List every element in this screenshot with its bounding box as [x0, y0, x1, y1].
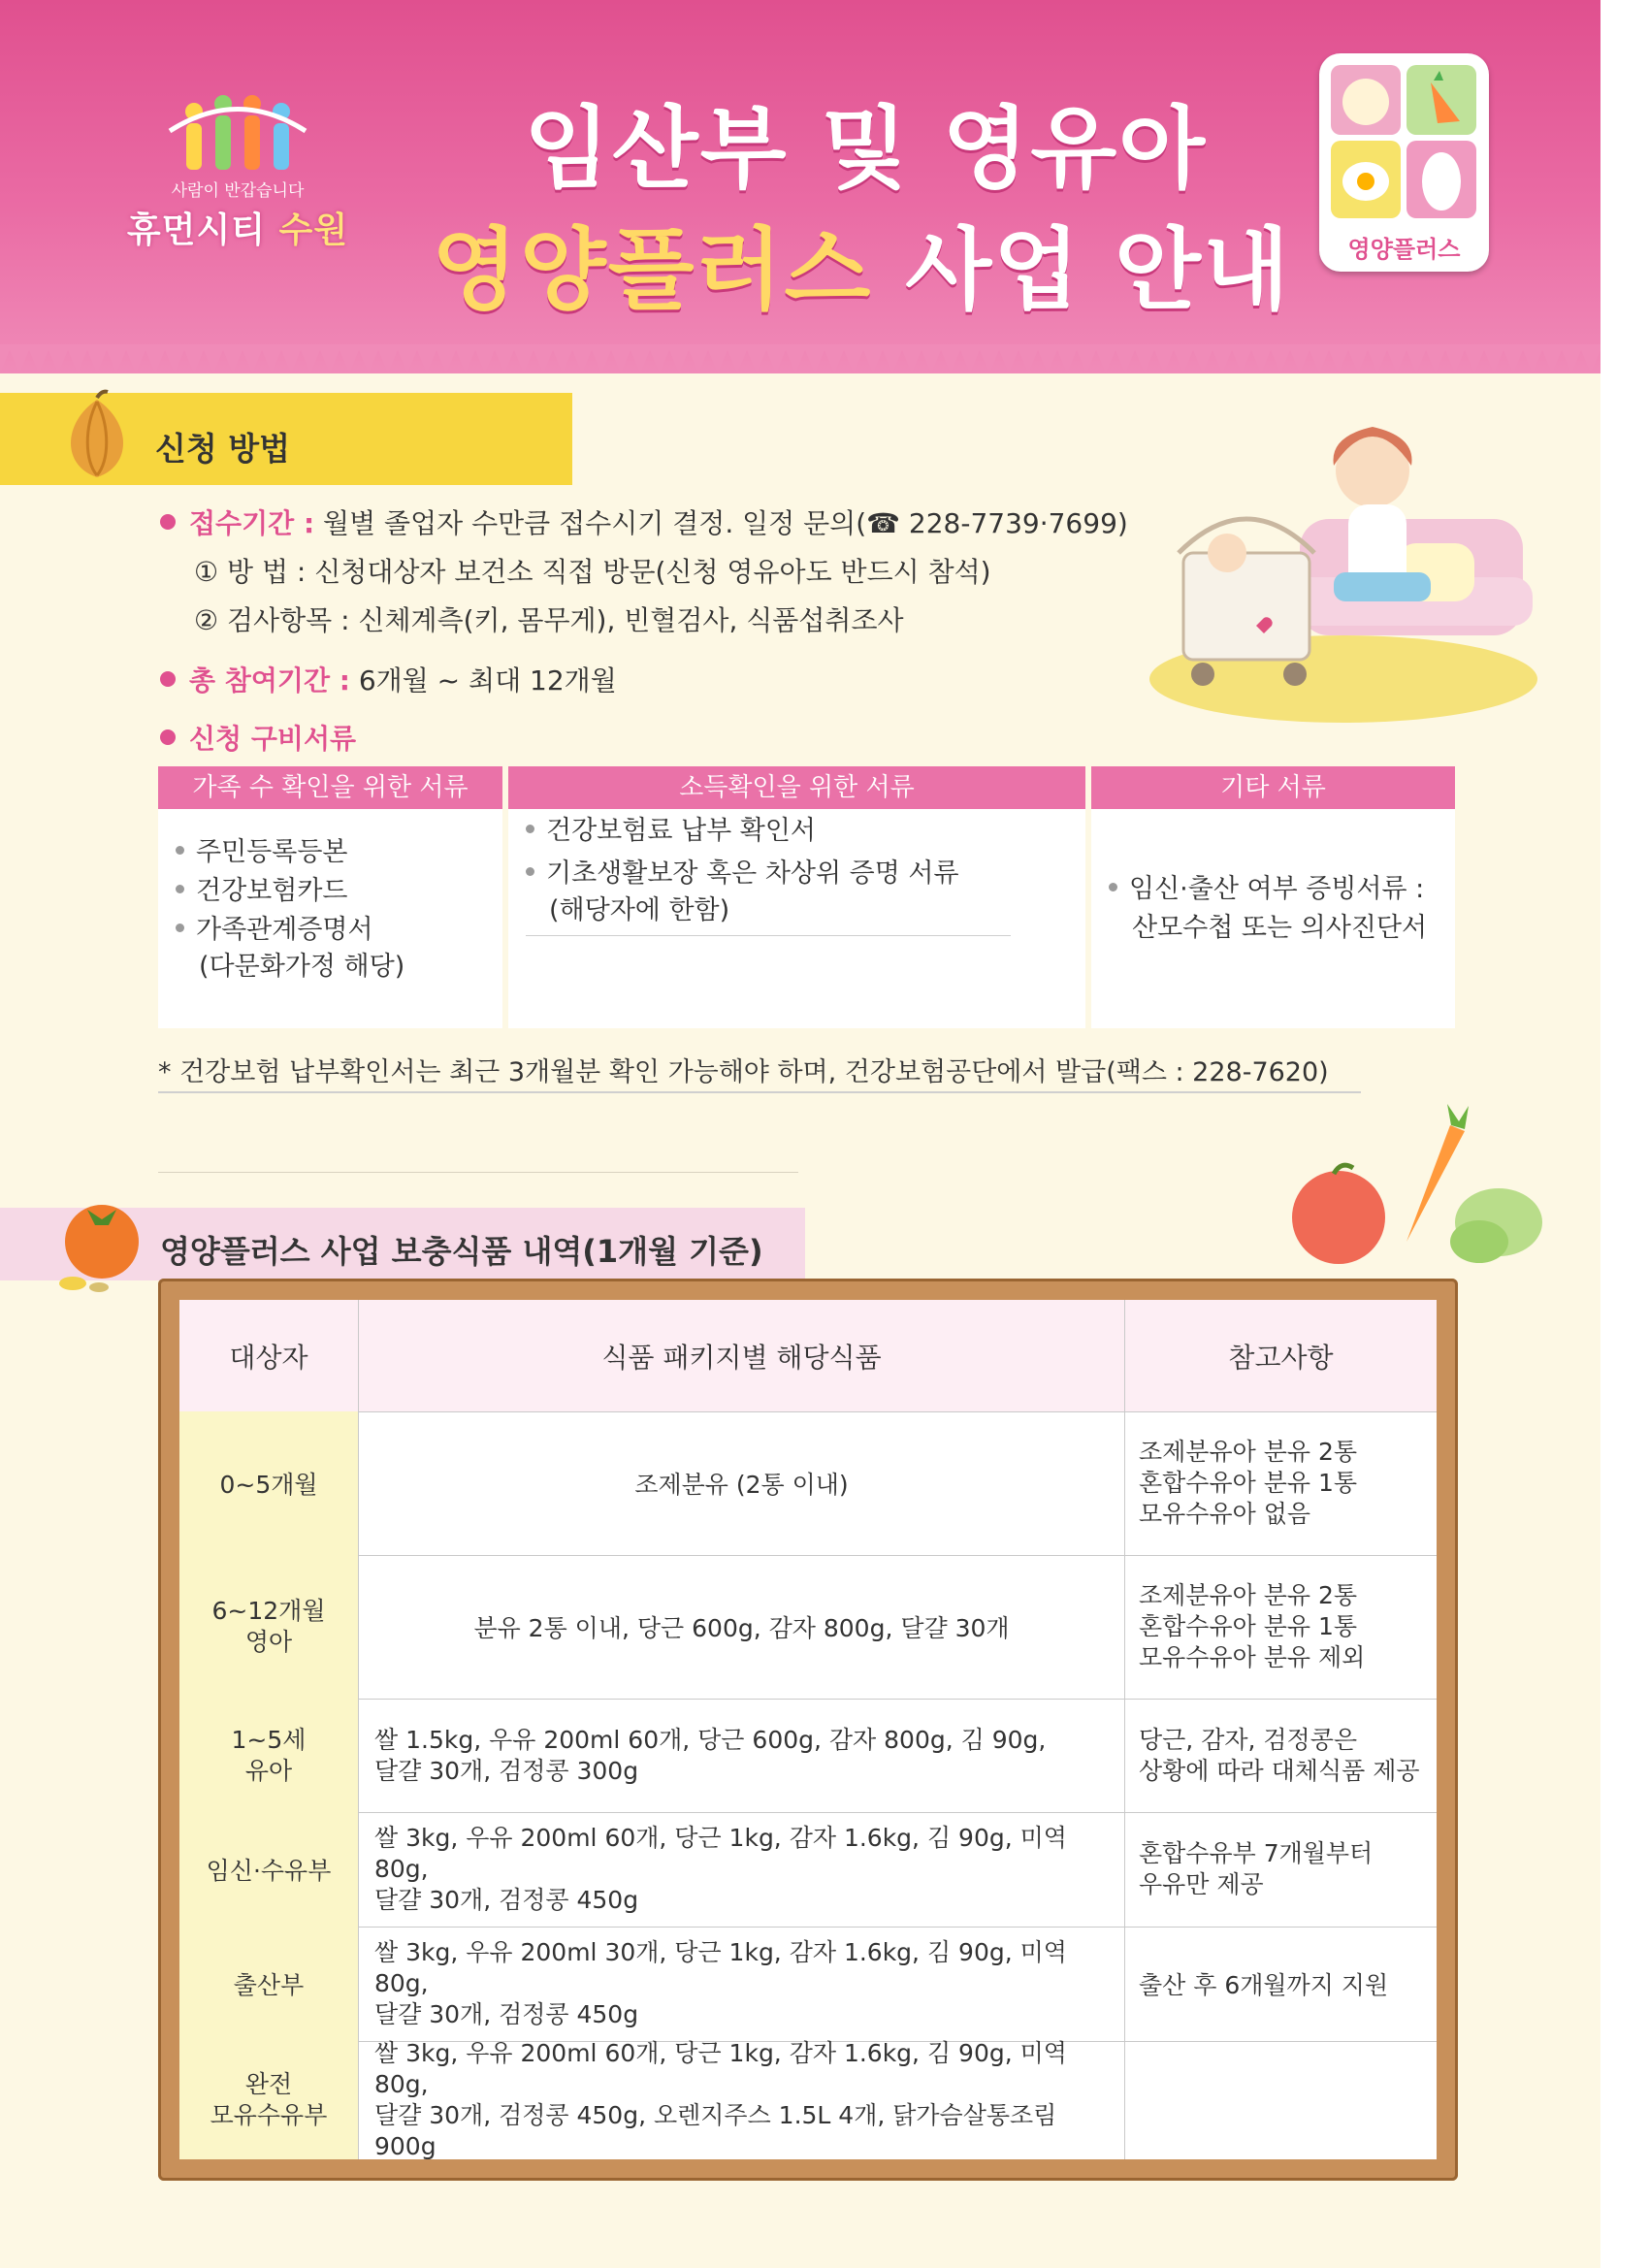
- note-underline: [158, 1091, 1361, 1093]
- row-foods: [359, 1927, 1125, 2041]
- note-line: 조제분유아 분유 2통: [1139, 1581, 1357, 1609]
- foods-text: 쌀 3kg, 우유 200ml 30개, 당근 1kg, 감자 1.6kg, 김 90g, 미역 80g,: [374, 1938, 1067, 1997]
- documents-label: 신청 구비서류: [189, 723, 357, 755]
- doc-item: [176, 912, 373, 949]
- doc-item-text: 임신·출산 여부 증빙서류 :: [1129, 874, 1425, 904]
- row-notes: [1125, 1699, 1437, 1812]
- target-text: 모유수유부: [210, 2101, 328, 2129]
- row-notes: [1125, 1927, 1437, 2041]
- row-target: [179, 1812, 359, 1927]
- doc-item: [526, 813, 816, 850]
- logo-city-main: 휴먼시티: [126, 211, 266, 250]
- table-header-row: [179, 1300, 1437, 1412]
- header-foods: 식품 패키지별 해당식품: [359, 1300, 1125, 1411]
- note-line: 조제분유아 분유 2통: [1139, 1438, 1357, 1466]
- insurance-note: * 건강보험 납부확인서는 최근 3개월분 확인 가능해야 하며, 건강보험공단에서 발급(팩스 : 228-7620): [158, 1057, 1329, 1087]
- doc-item: [1109, 871, 1424, 908]
- row-notes: [1125, 2041, 1437, 2159]
- section-divider: [158, 1172, 798, 1173]
- doc-item-text: 가족관계증명서: [196, 915, 373, 945]
- target-text: 임신·수유부: [206, 1857, 332, 1885]
- header-notes: 참고사항: [1125, 1300, 1437, 1411]
- foods-text: 분유 2통 이내, 당근 600g, 감자 800g, 달걀 30개: [473, 1614, 1010, 1642]
- foods-text: 조제분유 (2통 이내): [634, 1471, 849, 1499]
- logo-city-suffix: 수원: [278, 211, 349, 250]
- foods-text: 쌀 3kg, 우유 200ml 60개, 당근 1kg, 감자 1.6kg, 김 90g, 미역 80g,: [374, 1824, 1067, 1883]
- doc-header-other: 기타 서류: [1091, 766, 1455, 809]
- target-text: 영아: [244, 1628, 293, 1656]
- vegetables-illustration: [1280, 1096, 1552, 1280]
- food-table-frame: [158, 1279, 1458, 2181]
- bullet-dot: [160, 729, 176, 745]
- reception-period: [160, 502, 1128, 541]
- food-collage-icon: [1329, 63, 1479, 223]
- doc-item-text: 기초생활보장 혹은 차상위 증명 서류: [546, 859, 959, 889]
- participation-duration: [160, 660, 617, 698]
- target-text: 완전: [244, 2070, 293, 2098]
- row-foods: [359, 1555, 1125, 1699]
- duration-text: 6개월 ~ 최대 12개월: [358, 664, 617, 697]
- doc-item-text: 주민등록등본: [196, 837, 348, 867]
- bullet-dot: [160, 514, 176, 530]
- title-rest: 사업 안내: [905, 218, 1291, 322]
- people-figures-icon: [165, 82, 310, 175]
- note-line: 혼합수유부 7개월부터: [1139, 1839, 1374, 1867]
- duration-label: 총 참여기간 :: [189, 664, 350, 697]
- persimmon-icon: [48, 1188, 155, 1295]
- row-notes: [1125, 1812, 1437, 1927]
- table-row: [179, 1411, 1437, 1556]
- row-foods: [359, 1411, 1125, 1555]
- row-target: [179, 1699, 359, 1812]
- header-zigzag-edge: [0, 344, 1600, 373]
- row-target: [179, 1555, 359, 1699]
- required-documents-table: [158, 766, 1455, 1028]
- doc-item-text: 건강보험카드: [196, 876, 348, 906]
- target-text: 6~12개월: [211, 1597, 326, 1625]
- note-line: 당근, 감자, 검정콩은: [1139, 1725, 1357, 1754]
- table-row: [179, 2041, 1437, 2159]
- table-row: [179, 1927, 1437, 2042]
- doc-item-note: (다문화가정 해당): [199, 952, 405, 982]
- note-line: 모유수유아 없음: [1139, 1500, 1310, 1528]
- section1-title: 신청 방법: [155, 430, 291, 468]
- note-line: 모유수유아 분유 제외: [1139, 1643, 1366, 1671]
- page-title-line2: [432, 199, 1291, 327]
- note-line: 우유만 제공: [1139, 1870, 1264, 1898]
- row-target: [179, 2041, 359, 2159]
- section2-title: 영양플러스 사업 보충식품 내역(1개월 기준): [160, 1233, 763, 1270]
- bullet-dot: [160, 671, 176, 687]
- doc-item-text: 건강보험료 납부 확인서: [546, 816, 816, 846]
- row-foods: [359, 1699, 1125, 1812]
- logo-city-name: [116, 203, 359, 252]
- doc-col-other: [1091, 809, 1455, 1028]
- row-notes: [1125, 1411, 1437, 1555]
- foods-text: 달걀 30개, 검정콩 450g: [374, 1886, 639, 1914]
- row-notes: [1125, 1555, 1437, 1699]
- nutrition-plus-badge: [1319, 53, 1489, 272]
- note-line: 혼합수유아 분유 1통: [1139, 1469, 1357, 1497]
- test-items: ② 검사항목 : 신체계측(키, 몸무게), 빈혈검사, 식품섭취조사: [194, 604, 904, 636]
- bullet-dot: [176, 885, 184, 893]
- foods-text: 달걀 30개, 검정콩 450g, 오렌지주스 1.5L 4개, 닭가슴살통조림 900g: [374, 2101, 1057, 2160]
- required-documents-heading: [160, 718, 356, 757]
- mother-and-baby-illustration: [1135, 407, 1542, 728]
- doc-item: [526, 856, 959, 892]
- bullet-dot: [526, 825, 534, 833]
- doc-item-note: 산모수첩 또는 의사진단서: [1132, 913, 1428, 943]
- table-row: [179, 1812, 1437, 1928]
- title-highlight: 영양플러스: [432, 218, 873, 322]
- food-table: [179, 1300, 1437, 2159]
- foods-text: 쌀 1.5kg, 우유 200ml 60개, 당근 600g, 감자 800g, 김 90g,: [374, 1725, 1047, 1754]
- bullet-dot: [176, 923, 184, 932]
- doc-header-income: 소득확인을 위한 서류: [508, 766, 1085, 809]
- reception-text: 월별 졸업자 수만큼 접수시기 결정. 일정 문의(☎ 228-7739·7699): [323, 507, 1128, 539]
- page-right-margin: [1600, 0, 1649, 2268]
- note-line: 혼합수유아 분유 1통: [1139, 1612, 1357, 1640]
- row-foods: [359, 1812, 1125, 1927]
- note-line: 상황에 따라 대체식품 제공: [1139, 1756, 1420, 1785]
- bullet-dot: [1109, 883, 1117, 891]
- foods-text: 달걀 30개, 검정콩 300g: [374, 1756, 639, 1785]
- suwon-city-logo: [116, 82, 359, 286]
- doc-header-family: 가족 수 확인을 위한 서류: [158, 766, 502, 809]
- target-text: 0~5개월: [219, 1471, 318, 1499]
- badge-label: 영양플러스: [1347, 236, 1461, 263]
- doc-col-income: [508, 809, 1085, 1028]
- page-title-line1: 임산부 및 영유아: [524, 97, 1208, 201]
- onion-icon: [53, 388, 141, 485]
- reception-label: 접수기간 :: [189, 507, 315, 539]
- table-row: [179, 1555, 1437, 1700]
- doc-col-family: [158, 809, 502, 1028]
- foods-text: 달걀 30개, 검정콩 450g: [374, 2000, 639, 2028]
- target-text: 1~5세: [231, 1725, 307, 1754]
- row-target: [179, 1411, 359, 1555]
- target-text: 유아: [244, 1756, 293, 1785]
- bullet-dot: [526, 867, 534, 876]
- table-row: [179, 1699, 1437, 1813]
- header-target: 대상자: [179, 1300, 359, 1411]
- application-method: ① 방 법 : 신청대상자 보건소 직접 방문(신청 영유아도 반드시 참석): [194, 556, 991, 588]
- row-target: [179, 1927, 359, 2041]
- logo-tagline: 사람이 반갑습니다: [171, 181, 305, 201]
- foods-text: 쌀 3kg, 우유 200ml 60개, 당근 1kg, 감자 1.6kg, 김 90g, 미역 80g,: [374, 2039, 1067, 2098]
- note-line: 출산 후 6개월까지 지원: [1139, 1971, 1389, 1999]
- doc-item: [176, 873, 348, 910]
- row-foods: [359, 2041, 1125, 2159]
- doc-item-note: (해당자에 한함): [549, 895, 730, 925]
- doc-item: [176, 834, 348, 871]
- bullet-dot: [176, 846, 184, 855]
- target-text: 출산부: [233, 1971, 305, 1999]
- doc-divider: [526, 935, 1011, 936]
